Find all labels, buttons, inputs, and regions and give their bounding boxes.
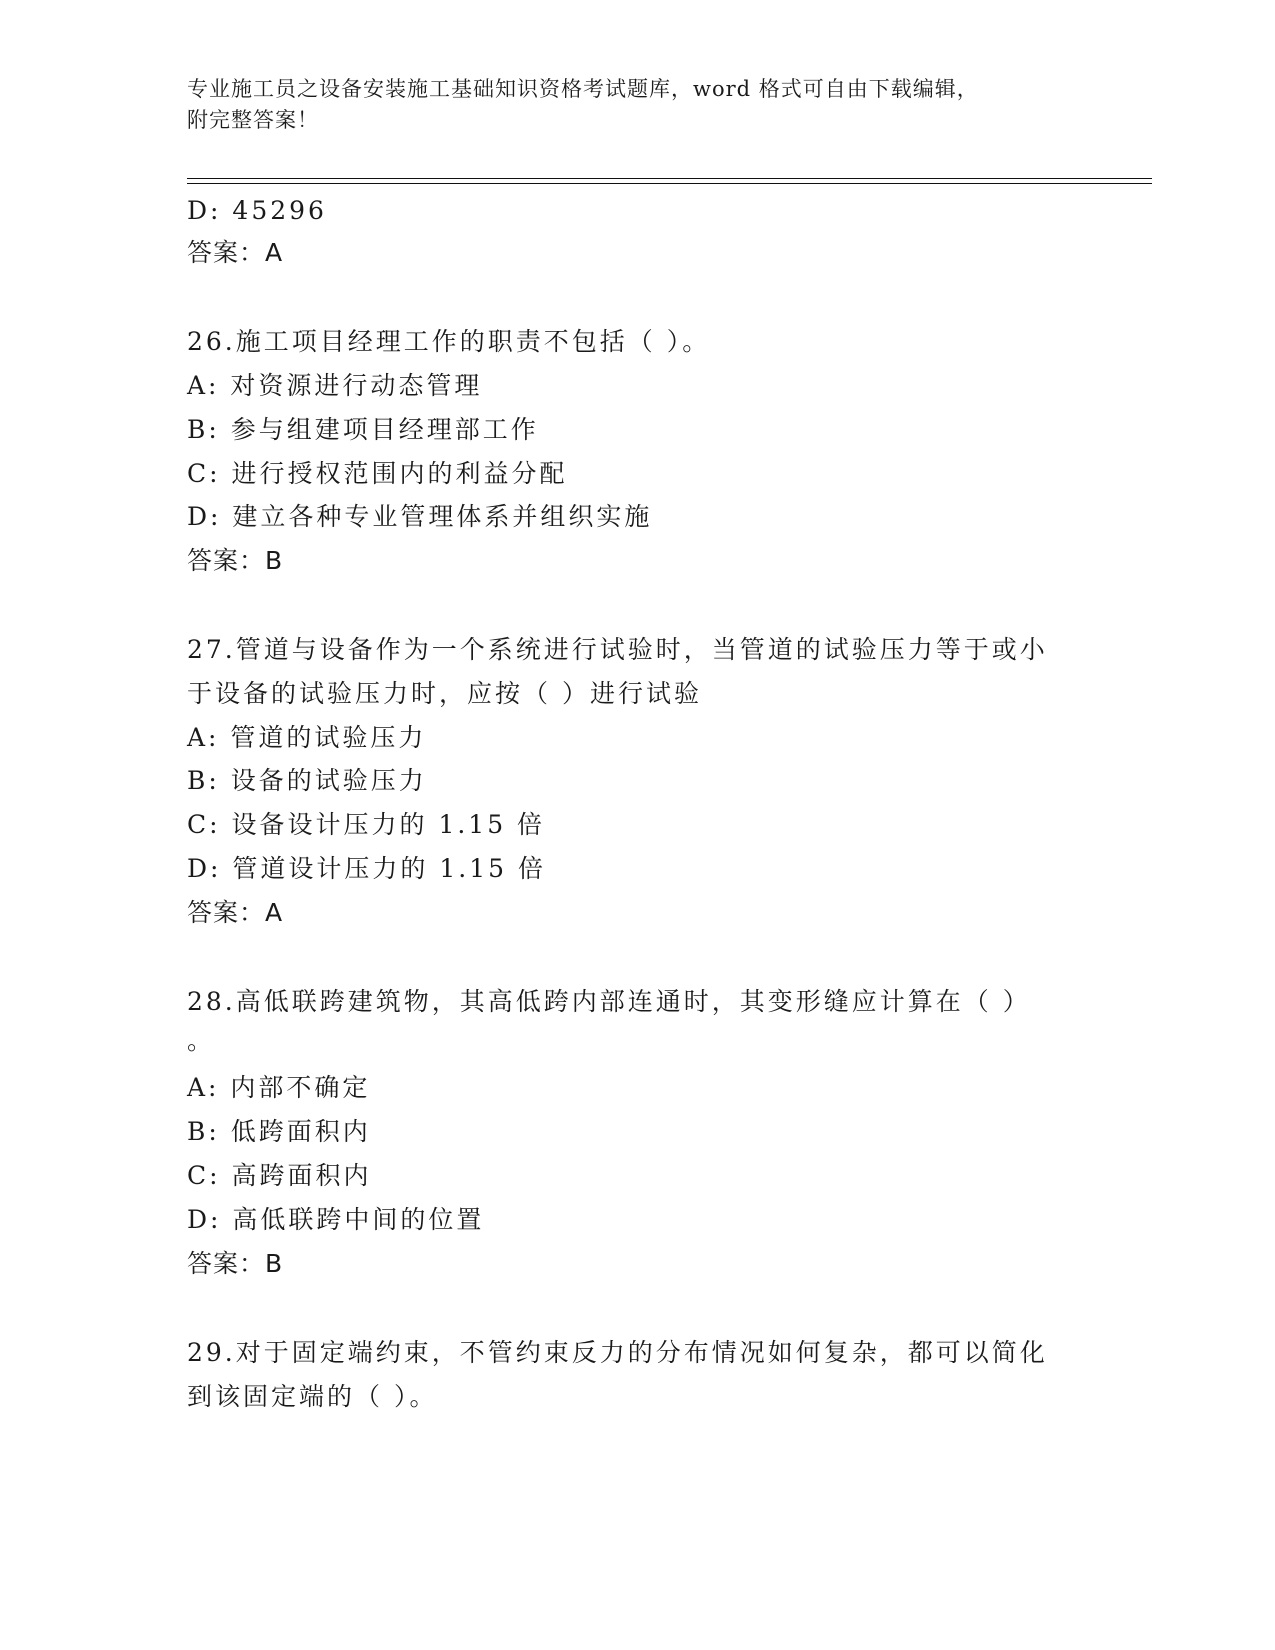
q28-option-b: B: 低跨面积内	[187, 1117, 371, 1146]
header-divider-top	[187, 178, 1152, 179]
header-line-2: 附完整答案！	[187, 108, 319, 132]
q26-option-a: A: 对资源进行动态管理	[187, 371, 483, 400]
q26-stem-line-1: 26.施工项目经理工作的职责不包括（ ）。	[187, 327, 711, 356]
q29-stem-line-1: 29.对于固定端约束，不管约束反力的分布情况如何复杂，都可以简化	[187, 1338, 1048, 1367]
prev-option-d: D: 45296	[187, 196, 327, 225]
q28-option-a: A: 内部不确定	[187, 1073, 371, 1102]
q28-option-d: D: 高低联跨中间的位置	[187, 1205, 485, 1234]
prev-answer: 答案：A	[187, 238, 284, 267]
q26-option-b: B: 参与组建项目经理部工作	[187, 415, 539, 444]
q26-answer: 答案：B	[187, 546, 284, 575]
q27-stem-line-1: 27.管道与设备作为一个系统进行试验时，当管道的试验压力等于或小	[187, 635, 1048, 664]
q28-stem-line-1: 28.高低联跨建筑物，其高低跨内部连通时，其变形缝应计算在（ ）	[187, 987, 1031, 1016]
header-divider-bottom	[187, 183, 1152, 184]
q27-option-a: A: 管道的试验压力	[187, 723, 427, 752]
q28-option-c: C: 高跨面积内	[187, 1161, 372, 1190]
document-header	[187, 74, 1067, 136]
q27-answer: 答案：A	[187, 898, 284, 927]
header-line-1: 专业施工员之设备安装施工基础知识资格考试题库，word 格式可自由下载编辑，	[187, 77, 979, 101]
q27-stem-line-2: 于设备的试验压力时，应按（ ）进行试验	[187, 679, 702, 708]
q27-option-d: D: 管道设计压力的 1.15 倍	[187, 854, 546, 883]
q28-answer: 答案：B	[187, 1249, 284, 1278]
q27-option-b: B: 设备的试验压力	[187, 766, 427, 795]
q29-stem-line-2: 到该固定端的（ ）。	[187, 1382, 438, 1411]
q28-stem-line-2: 。	[187, 1026, 216, 1055]
q26-option-d: D: 建立各种专业管理体系并组织实施	[187, 502, 653, 531]
q27-option-c: C: 设备设计压力的 1.15 倍	[187, 810, 546, 839]
q26-option-c: C: 进行授权范围内的利益分配	[187, 459, 568, 488]
